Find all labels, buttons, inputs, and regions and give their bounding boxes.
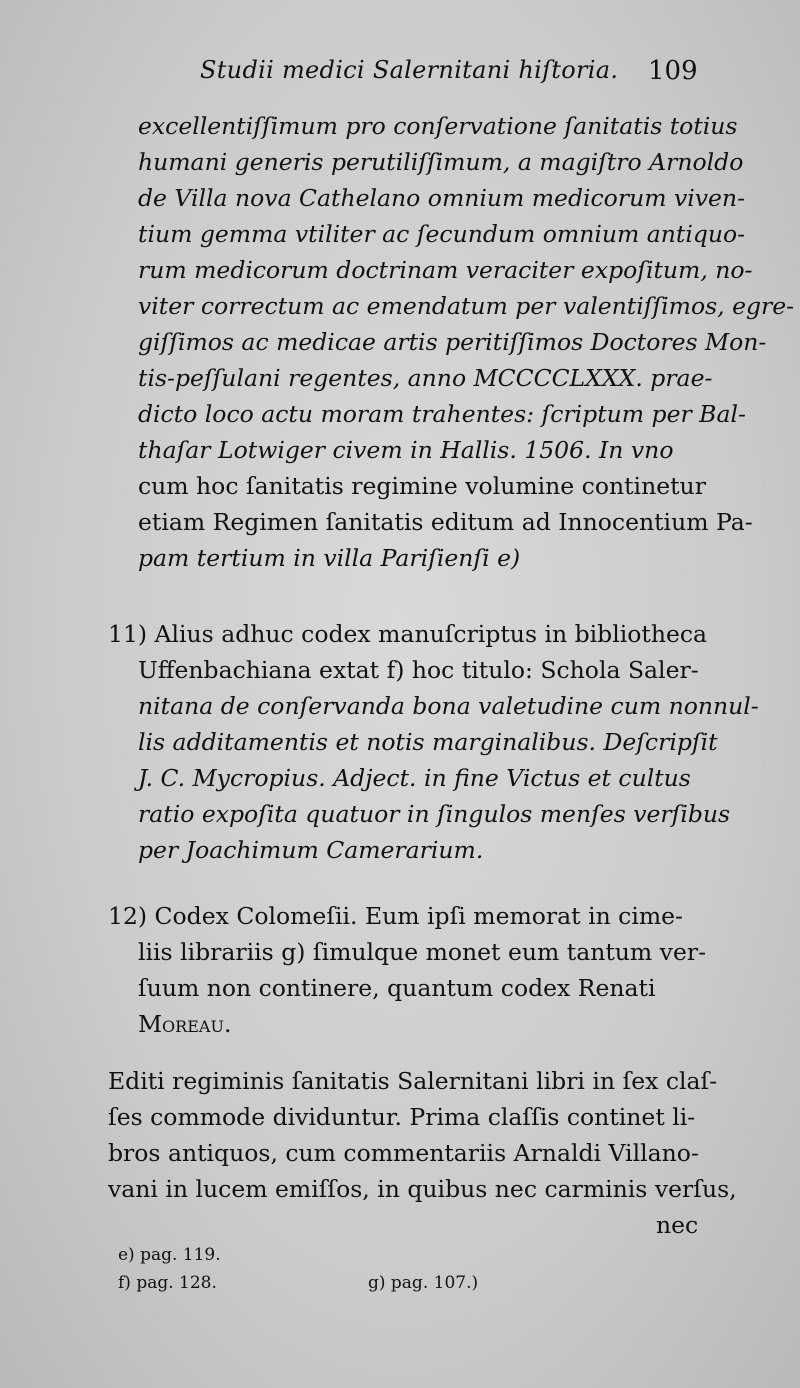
text-line: etiam Regimen ſanitatis editum ad Innocentium Pa- [138,508,753,536]
text-line: rum medicorum doctrinam veraciter expoſitum, no- [138,256,753,284]
text-line: humani generis perutiliſſimum, a magiſtro Arnoldo [138,148,744,176]
text-line: 12) Codex Colomeſii. Eum ipſi memorat in cime- [108,902,683,930]
text-line: vani in lucem emiſſos, in quibus nec carminis verſus, [108,1175,737,1203]
footnote-e: e) pag. 119. [118,1245,221,1265]
footnote-f: f) pag. 128. [118,1273,217,1293]
text-line: per Joachimum Camerarium. [138,836,484,864]
text-line: 11) Alius adhuc codex manuſcriptus in bibliotheca [108,620,708,648]
page-number: 109 [648,56,698,86]
text-line: giſſimos ac medicae artis peritiſſimos Doctores Mon- [138,328,767,356]
text-line: J. C. Mycropius. Adject. in fine Victus et cultus [138,764,691,792]
catchword: nec [656,1211,699,1239]
text-line: ſuum non continere, quantum codex Renati [138,974,656,1002]
text-line: bros antiquos, cum commentariis Arnaldi Villano- [108,1139,699,1167]
text-line: ratio expoſita quatuor in ſingulos menſes verſibus [138,800,731,828]
text-line: nitana de conſervanda bona valetudine cum nonnul- [138,692,759,720]
text-line: dicto loco actu moram trahentes: ſcriptum per Bal- [138,400,746,428]
text-line: Editi regiminis ſanitatis Salernitani libri in ſex claſ- [108,1067,718,1095]
text-line: pam tertium in villa Pariſienſi e) [138,544,521,572]
footnote-g: g) pag. 107.) [368,1273,479,1293]
text-line: de Villa nova Cathelano omnium medicorum viven- [138,184,746,212]
text-line: lis additamentis et notis marginalibus. Deſcripſit [138,728,718,756]
text-line: viter correctum ac emendatum per valentiſſimos, egre- [138,292,795,320]
text-line: thaſar Lotwiger civem in Hallis. 1506. In vno [138,436,674,464]
text-line: excellentiſſimum pro conſervatione ſanitatis totius [138,112,738,140]
text-line: Uffenbachiana extat f) hoc titulo: Schola Saler- [138,656,699,684]
text-line: cum hoc ſanitatis regimine volumine continetur [138,472,706,500]
text-line: liis librariis g) ſimulque monet eum tantum ver- [138,938,707,966]
page-header [0,50,800,90]
running-title: Studii medici Salernitani hiſtoria. [200,56,619,84]
text-line: Moreau. [138,1010,232,1038]
text-line: tium gemma vtiliter ac ſecundum omnium antiquo- [138,220,746,248]
text-line: ſes commode dividuntur. Prima claſſis continet li- [108,1103,696,1131]
text-line: tis-peſſulani regentes, anno MCCCCLXXX. prae- [138,364,713,392]
